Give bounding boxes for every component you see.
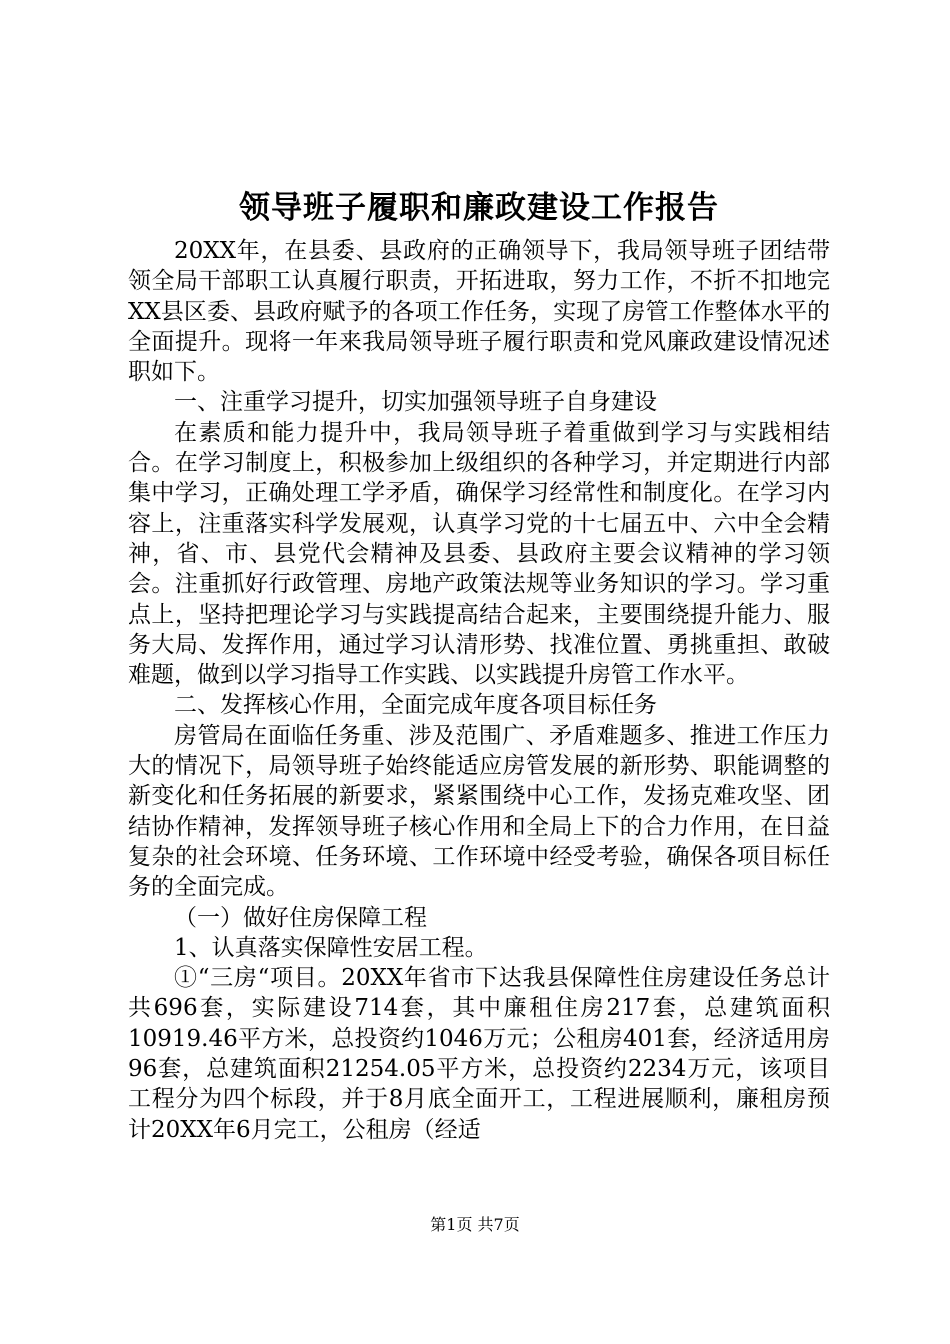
item-heading-1: 1、认真落实保障性安居工程。 xyxy=(174,934,488,961)
document-page xyxy=(128,180,830,1145)
page-footer: 第1页 共7页 xyxy=(430,1215,520,1234)
item-1-paragraph: ①“三房“项目。20XX年省市下达我县保障性住房建设任务总计共696套，实际建设714套，其中廉租住房217套，总建筑面积10919.46平方米，总投资约1046万元；公租房401套，经济适用房96套，总建筑面积21254.05平方米，总投资约2234万元，该项目工程分为四个标段，并于8月底全面开工，工程进展顺利，廉租房预计20XX年6月完工，公租房（经适 xyxy=(128,965,830,1143)
section-heading-2: 二、发挥核心作用，全面完成年度各项目标任务 xyxy=(174,692,657,719)
document-body xyxy=(128,236,830,1145)
section-1-paragraph: 在素质和能力提升中，我局领导班子着重做到学习与实践相结合。在学习制度上，积极参加上级组织的各种学习，并定期进行内部集中学习，正确处理工学矛盾，确保学习经常性和制度化。在学习内容上，注重落实科学发展观，认真学习党的十七届五中、六中全会精神，省、市、县党代会精神及县委、县政府主要会议精神的学习领会。注重抓好行政管理、房地产政策法规等业务知识的学习。学习重点上，坚持把理论学习与实践提高结合起来，主要围绕提升能力、服务大局、发挥作用，通过学习认清形势、找准位置、勇挑重担、敢破难题，做到以学习指导工作实践、以实践提升房管工作水平。 xyxy=(128,419,830,689)
section-heading-1: 一、注重学习提升，切实加强领导班子自身建设 xyxy=(174,389,657,416)
document-title: 领导班子履职和廉政建设工作报告 xyxy=(239,190,719,226)
intro-paragraph: 20XX年，在县委、县政府的正确领导下，我局领导班子团结带领全局干部职工认真履行职责，开拓进取，努力工作，不折不扣地完XX县区委、县政府赋予的各项工作任务，实现了房管工作整体水平的全面提升。现将一年来我局领导班子履行职责和党风廉政建设情况述职如下。 xyxy=(128,238,830,386)
section-2-paragraph: 房管局在面临任务重、涉及范围广、矛盾难题多、推进工作压力大的情况下，局领导班子始终能适应房管发展的新形势、职能调整的新变化和任务拓展的新要求，紧紧围绕中心工作，发扬克难攻坚、团结协作精神，发挥领导班子核心作用和全局上下的合力作用，在日益复杂的社会环境、任务环境、工作环境中经受考验，确保各项目标任务的全面完成。 xyxy=(128,722,830,901)
subsection-heading-1: （一）做好住房保障工程 xyxy=(174,904,427,931)
